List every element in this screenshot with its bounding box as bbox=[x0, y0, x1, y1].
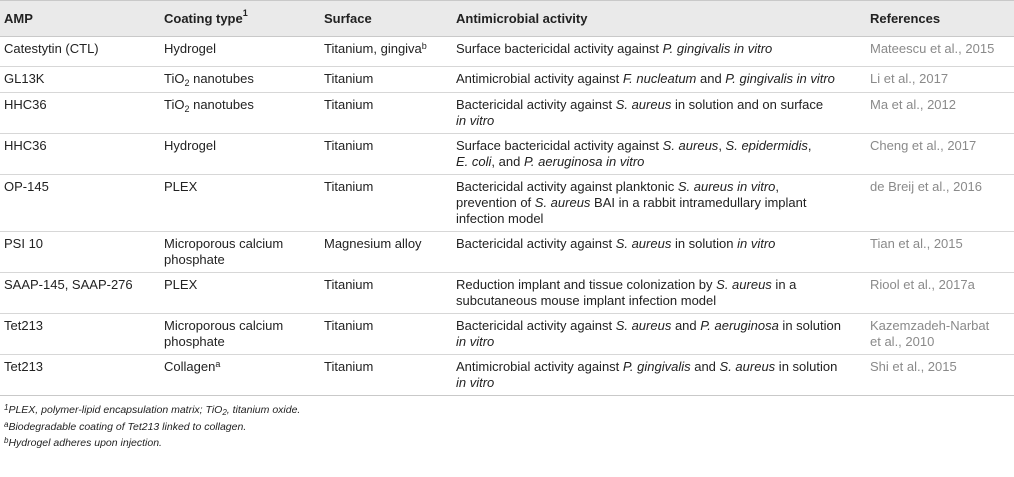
cell-coating: PLEX bbox=[164, 179, 198, 194]
cell-amp: HHC36 bbox=[4, 97, 47, 112]
table-row bbox=[0, 314, 1014, 355]
cell-activity: Antimicrobial activity against F. nucleatum and P. gingivalis in vitro bbox=[456, 71, 835, 86]
cell-amp: PSI 10 bbox=[4, 236, 44, 251]
cell-surface: Titanium bbox=[324, 138, 374, 153]
cell-coating: TiO$_2$ nanotubes bbox=[164, 71, 254, 88]
cell-surface: Titanium bbox=[324, 179, 374, 194]
cell-activity: Reduction implant and tissue colonization by S. aureus in a subcutaneous mouse implant infection model bbox=[456, 277, 797, 308]
cell-reference: Shi et al., 2015 bbox=[870, 359, 957, 374]
cell-reference: de Breij et al., 2016 bbox=[870, 179, 983, 194]
cell-surface: Titanium bbox=[324, 277, 374, 292]
table-row bbox=[0, 273, 1014, 314]
cell-reference: Ma et al., 2012 bbox=[870, 97, 956, 112]
cell-amp: SAAP-145, SAAP-276 bbox=[4, 277, 133, 292]
cell-surface: Titanium bbox=[324, 71, 374, 86]
cell-amp: OP-145 bbox=[4, 179, 49, 194]
cell-activity: Antimicrobial activity against P. gingivalis and S. aureus in solution in vitro bbox=[456, 359, 838, 390]
cell-activity: Surface bactericidal activity against P. gingivalis in vitro bbox=[456, 41, 773, 56]
table-row bbox=[0, 93, 1014, 134]
footnote-b: $^b$Hydrogel adheres upon injection. bbox=[4, 436, 162, 449]
cell-reference: Li et al., 2017 bbox=[870, 71, 949, 86]
table-row bbox=[0, 67, 1014, 93]
header-references: References bbox=[866, 1, 1014, 37]
cell-coating: Collagen$^a$ bbox=[164, 359, 221, 374]
cell-amp: Tet213 bbox=[4, 318, 44, 333]
cell-coating: PLEX bbox=[164, 277, 198, 292]
table-header-row bbox=[0, 1, 1014, 37]
table-row bbox=[0, 37, 1014, 67]
cell-coating: Hydrogel bbox=[164, 41, 217, 56]
table-row bbox=[0, 175, 1014, 232]
cell-amp: HHC36 bbox=[4, 138, 47, 153]
cell-activity: Bactericidal activity against S. aureus in solution and on surface in vitro bbox=[456, 97, 824, 128]
cell-amp: Tet213 bbox=[4, 359, 44, 374]
table-row bbox=[0, 134, 1014, 175]
cell-activity: Surface bactericidal activity against S. aureus, S. epidermidis, E. coli, and P. aeruginosa in vitro bbox=[456, 138, 812, 169]
cell-reference: Riool et al., 2017a bbox=[870, 277, 975, 292]
cell-surface: Titanium, gingiva$^b$ bbox=[324, 41, 427, 56]
footnote-1: $^1$PLEX, polymer-lipid encapsulation matrix; TiO$_2$, titanium oxide. bbox=[4, 403, 301, 417]
cell-amp: Catestytin (CTL) bbox=[4, 41, 99, 56]
header-antimicrobial-activity: Antimicrobial activity bbox=[452, 1, 866, 37]
cell-surface: Titanium bbox=[324, 97, 374, 112]
cell-activity: Bactericidal activity against S. aureus and P. aeruginosa in solution in vitro bbox=[456, 318, 841, 349]
cell-surface: Titanium bbox=[324, 359, 374, 374]
header-coating-type: Coating type$^1$ bbox=[160, 1, 320, 37]
cell-reference: Tian et al., 2015 bbox=[870, 236, 963, 251]
table-row bbox=[0, 232, 1014, 273]
table-footnotes bbox=[4, 402, 300, 451]
cell-activity: Bactericidal activity against S. aureus in solution in vitro bbox=[456, 236, 776, 251]
cell-coating: Microporous calcium phosphate bbox=[164, 318, 284, 349]
header-amp: AMP bbox=[0, 1, 160, 37]
cell-activity: Bactericidal activity against planktonic S. aureus in vitro, prevention of S. aureus BAI in a rabbit intramedullary implant infection model bbox=[456, 179, 807, 226]
cell-surface: Magnesium alloy bbox=[324, 236, 422, 251]
cell-coating: Hydrogel bbox=[164, 138, 217, 153]
cell-reference: Kazemzadeh-Narbat et al., 2010 bbox=[870, 318, 990, 349]
footnote-a: $^a$Biodegradable coating of Tet213 linked to collagen. bbox=[4, 420, 247, 433]
cell-reference: Cheng et al., 2017 bbox=[870, 138, 977, 153]
cell-coating: TiO$_2$ nanotubes bbox=[164, 97, 254, 114]
cell-coating: Microporous calcium phosphate bbox=[164, 236, 284, 267]
table-row bbox=[0, 355, 1014, 396]
cell-surface: Titanium bbox=[324, 318, 374, 333]
cell-amp: GL13K bbox=[4, 71, 45, 86]
cell-reference: Mateescu et al., 2015 bbox=[870, 41, 995, 56]
header-surface: Surface bbox=[320, 1, 452, 37]
